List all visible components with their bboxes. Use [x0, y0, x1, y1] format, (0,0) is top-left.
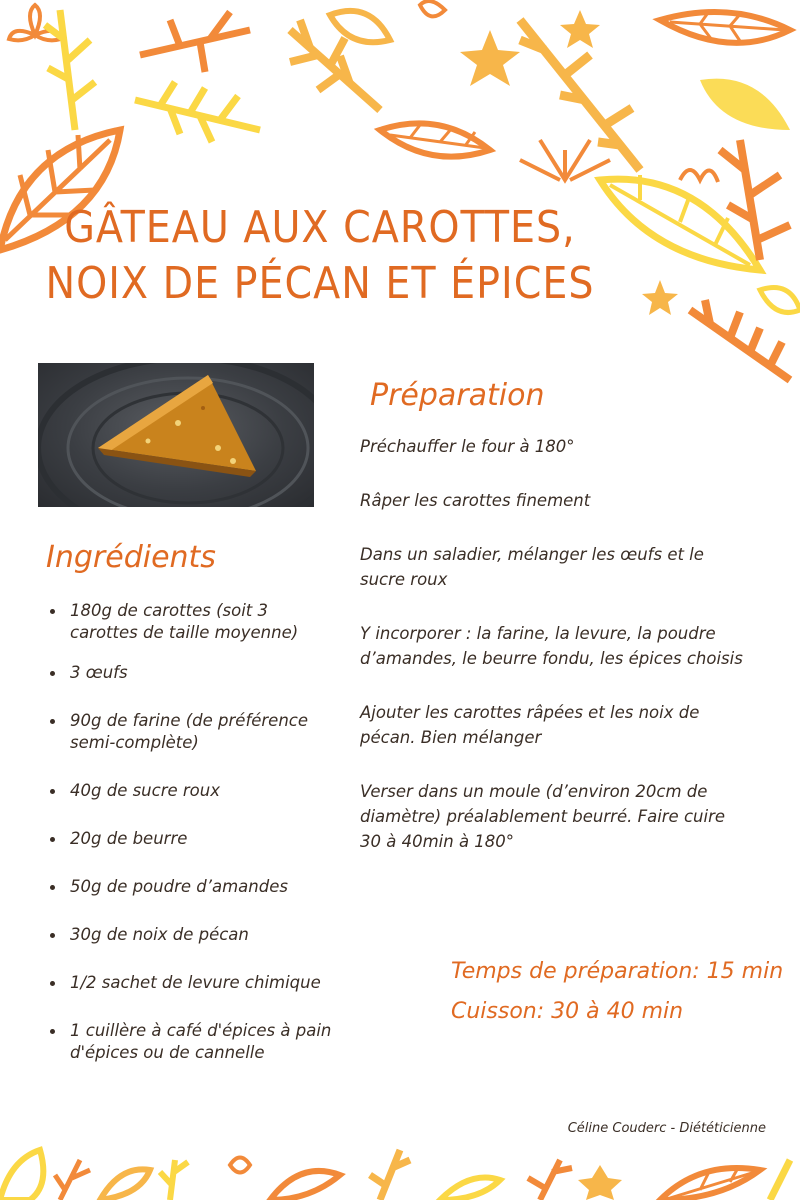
ingredient-item: 90g de farine (de préférence semi-complète)	[46, 710, 338, 754]
ingredient-item: 20g de beurre	[46, 828, 338, 850]
recipe-title-line-2: NOIX DE PÉCAN ET ÉPICES	[45, 258, 595, 309]
bottom-leaves	[0, 1150, 790, 1200]
cook-time: Cuisson: 30 à 40 min	[451, 999, 684, 1024]
step: Ajouter les carottes râpées et les noix de pécan. Bien mélanger	[360, 703, 700, 747]
step: Dans un saladier, mélanger les œufs et le sucre roux	[360, 545, 704, 589]
step: Préchauffer le four à 180°	[360, 437, 575, 456]
prep-time: Temps de préparation: 15 min	[451, 959, 784, 984]
branch-icon	[520, 20, 640, 170]
twig-icon	[140, 12, 250, 72]
ingredients-heading: Ingrédients	[46, 540, 216, 575]
ingredient-item: 3 œufs	[46, 662, 338, 684]
ingredient-item: 40g de sucre roux	[46, 780, 338, 802]
ingredient-item: 50g de poudre d’amandes	[46, 876, 338, 898]
preparation-heading: Préparation	[370, 378, 545, 413]
ingredients-list	[46, 600, 338, 1064]
recipe-times	[451, 952, 784, 1032]
ingredient-item: 1 cuillère à café d'épices à pain d'épices ou de cannelle	[46, 1020, 338, 1064]
preparation-steps	[360, 434, 750, 883]
author-signature: Céline Couderc - Diététicienne	[567, 1121, 766, 1136]
recipe-title-line-1: GÂTEAU AUX CAROTTES,	[64, 202, 576, 253]
branch-icon	[290, 20, 380, 110]
cake-photo	[38, 363, 314, 507]
step: Verser dans un moule (d’environ 20cm de diamètre) préalablement beurré. Faire cuire 30 à 40min à 180°	[360, 782, 726, 851]
step: Y incorporer : la farine, la levure, la poudre d’amandes, le beurre fondu, les épices choisis	[360, 624, 743, 668]
branch-icon	[45, 10, 260, 142]
ingredient-item: 30g de noix de pécan	[46, 924, 338, 946]
ingredient-item: 1/2 sachet de levure chimique	[46, 972, 338, 994]
leaf-icon	[600, 10, 790, 270]
step: Râper les carottes finement	[360, 491, 591, 510]
recipe-title	[40, 200, 600, 312]
ingredient-item: 180g de carottes (soit 3 carottes de taille moyenne)	[46, 600, 338, 644]
